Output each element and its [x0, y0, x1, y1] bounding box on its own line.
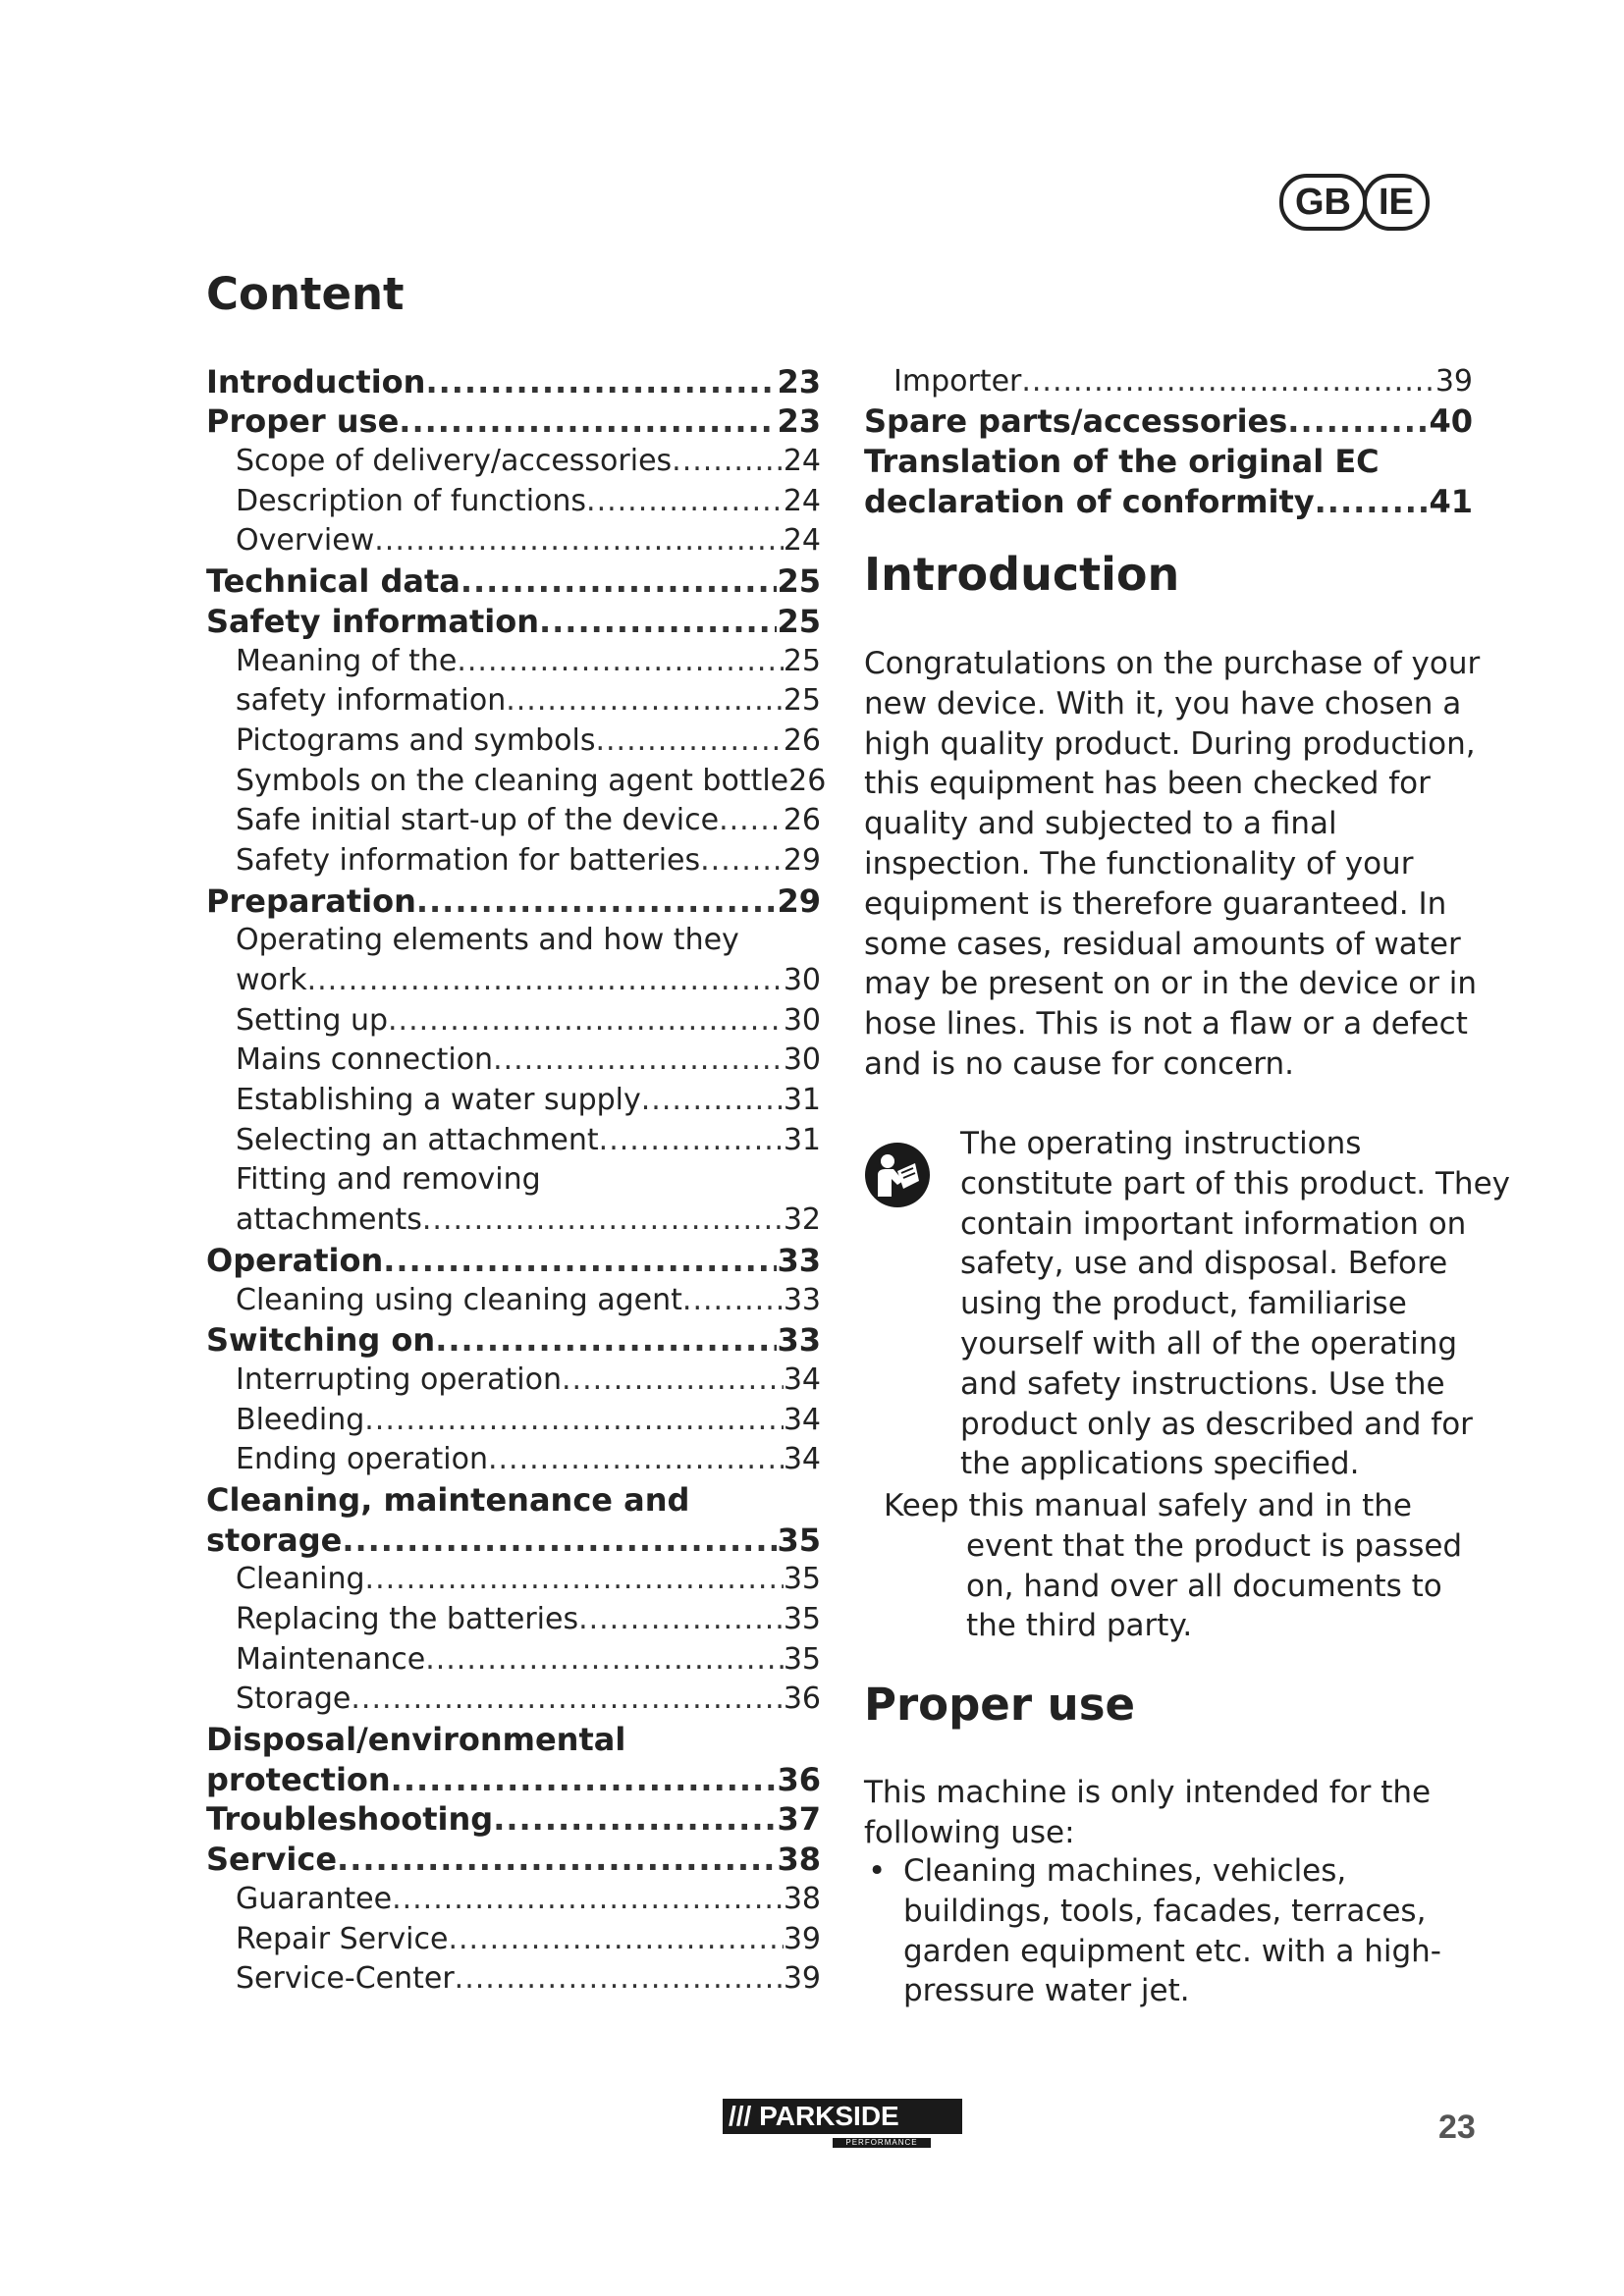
- toc-page: 26: [783, 803, 821, 838]
- toc-leader: [488, 1440, 784, 1479]
- toc-label: Cleaning using cleaning agent: [236, 1282, 682, 1317]
- introduction-text: Congratulations on the purchase of your new device. With it, you have chosen a high quality product. During production, this equipment has been checked for quality and subjected to a final inspection. The functionality of your equipment is therefore guaranteed. In some cases, residual amounts of water may be present on or in the device or in hose lines. This is not a flaw or a defect and is no cause for concern.: [864, 646, 1481, 1082]
- toc-leader: [539, 602, 778, 641]
- keep-first: Keep this manual safely and in the: [884, 1488, 1412, 1523]
- toc-leader: [425, 362, 777, 401]
- toc-page: 29: [783, 842, 821, 878]
- toc-page: 35: [783, 1562, 821, 1597]
- toc-leader: [1315, 482, 1430, 521]
- bullet-text: Cleaning machines, vehicles, buildings, tools, facades, terraces, garden equipment etc. with a high-pressure water jet.: [903, 1853, 1441, 2009]
- toc-label: Ending operation: [236, 1442, 488, 1477]
- toc-page: 33: [783, 1282, 821, 1317]
- toc-label: Introduction: [206, 362, 426, 400]
- toc-label: Pictograms and symbols: [236, 722, 596, 758]
- toc-entry: [206, 401, 821, 442]
- toc-page: 30: [783, 1042, 821, 1078]
- toc-label: Selecting an attachment: [236, 1122, 599, 1157]
- toc-page: 24: [783, 444, 821, 479]
- toc-label: Preparation: [206, 881, 416, 920]
- toc-leader: [493, 1799, 777, 1839]
- toc-label: declaration of conformity: [864, 482, 1315, 520]
- toc-leader: [506, 681, 784, 721]
- toc-entry: [206, 521, 821, 561]
- toc-label: Guarantee: [236, 1881, 393, 1916]
- toc-entry: [206, 1839, 821, 1879]
- toc-leader: [719, 801, 784, 840]
- toc-label: Proper use: [206, 402, 400, 441]
- toc-entry: [206, 801, 821, 841]
- toc-leader: [399, 401, 777, 441]
- toc-label: Service: [206, 1841, 338, 1879]
- toc-page: 32: [783, 1202, 821, 1238]
- logo-main: [723, 2099, 962, 2134]
- toc-entry: [206, 1560, 821, 1600]
- toc-entry: [206, 921, 821, 961]
- toc-label: Operation: [206, 1241, 384, 1279]
- toc-leader: [337, 1840, 777, 1879]
- toc-entry: [206, 681, 821, 721]
- toc-page: 35: [783, 1602, 821, 1636]
- table-of-contents-left: [206, 361, 827, 1999]
- toc-entry: [206, 1120, 821, 1160]
- toc-leader: [700, 841, 784, 881]
- toc-entry: [206, 1240, 821, 1280]
- proper-use-text: This machine is only intended for the following use:: [864, 1775, 1432, 1850]
- toc-page: 39: [783, 1961, 821, 1997]
- toc-entry: [206, 481, 821, 521]
- toc-page: 37: [777, 1800, 821, 1839]
- toc-entry: [206, 1479, 821, 1520]
- toc-entry: [206, 1400, 821, 1440]
- toc-leader: [388, 1001, 784, 1041]
- toc-label: protection: [206, 1760, 391, 1798]
- toc-label: Symbols on the cleaning agent bottle: [236, 763, 789, 798]
- toc-entry: [206, 361, 821, 401]
- toc-leader: [1287, 401, 1429, 441]
- info-text: The operating instructions constitute part of this product. They contain important information on safety, use and disposal. Before using the product, familiarise yourself with all of the operating and safety instructions. Use the product only as described and for the applications specified.: [960, 1126, 1510, 1482]
- toc-label: Interrupting operation: [236, 1362, 563, 1397]
- toc-entry: [206, 561, 821, 601]
- toc-leader: [364, 1401, 784, 1440]
- badge-ie: IE: [1363, 174, 1430, 231]
- toc-leader: [682, 1281, 784, 1320]
- toc-leader: [435, 1320, 777, 1360]
- toc-entry: [206, 1680, 821, 1720]
- toc-page: 34: [783, 1442, 821, 1477]
- proper-use-bullet: [868, 1851, 1487, 2011]
- toc-label: Importer: [893, 363, 1022, 399]
- toc-leader: [672, 442, 784, 481]
- toc-label: Technical data: [206, 562, 460, 601]
- toc-leader: [460, 561, 778, 601]
- toc-entry: [206, 1360, 821, 1400]
- toc-entry: [206, 1759, 821, 1799]
- toc-entry: [206, 960, 821, 1000]
- toc-label: Safe initial start-up of the device: [236, 803, 720, 838]
- toc-leader: [383, 1241, 777, 1280]
- toc-label: Meaning of the: [236, 643, 458, 678]
- toc-entry: [206, 1080, 821, 1120]
- keep-rest: event that the product is passed on, hand over all documents to the third party.: [966, 1527, 1463, 1644]
- toc-entry: [864, 481, 1473, 521]
- toc-entry: [206, 1440, 821, 1480]
- toc-label: Safety information: [206, 602, 539, 640]
- toc-entry: [206, 881, 821, 921]
- toc-leader: [455, 1959, 784, 1999]
- toc-page: 33: [777, 1241, 821, 1279]
- content-heading: Content: [206, 268, 405, 320]
- toc-entry: [206, 1599, 821, 1639]
- toc-page: 26: [788, 763, 827, 798]
- toc-leader: [578, 1600, 784, 1639]
- toc-leader: [391, 1760, 778, 1799]
- toc-leader: [457, 642, 783, 681]
- toc-page: 34: [783, 1402, 821, 1437]
- toc-leader: [586, 482, 784, 521]
- toc-page: 41: [1429, 482, 1473, 520]
- toc-entry: [206, 1200, 821, 1240]
- toc-entry: [864, 361, 1473, 401]
- toc-entry: [206, 1919, 821, 1959]
- toc-leader: [448, 1920, 783, 1959]
- toc-page: 25: [783, 643, 821, 678]
- toc-leader: [641, 1081, 784, 1120]
- toc-page: 23: [777, 402, 821, 441]
- toc-label: Maintenance: [236, 1641, 426, 1677]
- toc-label: Service-Center: [236, 1961, 455, 1997]
- toc-page: 33: [777, 1321, 821, 1360]
- toc-entry: [206, 721, 821, 761]
- toc-entry: [206, 761, 827, 801]
- table-of-contents-right: [864, 361, 1473, 521]
- toc-label: Spare parts/accessories: [864, 402, 1288, 441]
- toc-label: Operating elements and how they: [236, 923, 739, 958]
- toc-entry: [206, 1280, 821, 1320]
- toc-leader: [599, 1121, 784, 1160]
- toc-leader: [307, 961, 784, 1000]
- toc-leader: [493, 1041, 784, 1080]
- toc-label: safety information: [236, 683, 507, 719]
- toc-page: 39: [783, 1921, 821, 1956]
- toc-leader: [425, 1640, 784, 1680]
- toc-leader: [342, 1521, 777, 1560]
- toc-entry: [206, 641, 821, 681]
- toc-page: 25: [777, 562, 821, 601]
- toc-label: Troubleshooting: [206, 1800, 494, 1839]
- toc-page: 38: [777, 1841, 821, 1879]
- toc-label: Bleeding: [236, 1402, 365, 1437]
- logo-text: PARKSIDE: [759, 2101, 899, 2131]
- toc-page: 38: [783, 1881, 821, 1916]
- toc-label: Repair Service: [236, 1921, 449, 1956]
- toc-entry: [206, 1879, 821, 1919]
- toc-label: work: [236, 963, 307, 997]
- toc-entry: [864, 441, 1473, 481]
- toc-page: 25: [777, 602, 821, 640]
- language-badges: [1279, 174, 1430, 231]
- toc-page: 40: [1429, 402, 1473, 441]
- toc-leader: [422, 1201, 784, 1240]
- toc-label: Fitting and removing: [236, 1162, 541, 1198]
- toc-label: Establishing a water supply: [236, 1083, 641, 1118]
- logo-sub: PERFORMANCE: [833, 2138, 931, 2148]
- toc-page: 31: [783, 1122, 821, 1157]
- toc-entry: [206, 1320, 821, 1361]
- toc-label: Storage: [236, 1682, 352, 1717]
- proper-use-heading: Proper use: [864, 1679, 1136, 1731]
- toc-page: 24: [783, 483, 821, 518]
- toc-leader: [595, 721, 783, 761]
- page-number: 23: [1438, 2109, 1476, 2146]
- toc-page: 26: [783, 722, 821, 758]
- toc-page: 35: [783, 1641, 821, 1677]
- toc-entry: [206, 1520, 821, 1560]
- toc-leader: [365, 1560, 784, 1599]
- toc-page: 23: [777, 362, 821, 400]
- toc-page: 36: [777, 1760, 821, 1798]
- toc-entry: [206, 840, 821, 881]
- toc-page: 25: [783, 683, 821, 719]
- badge-gb: GB: [1279, 174, 1367, 231]
- toc-page: 29: [777, 881, 821, 920]
- toc-page: 24: [783, 523, 821, 559]
- toc-label: Cleaning: [236, 1562, 365, 1597]
- logo-slashes: ///: [729, 2101, 752, 2131]
- toc-leader: [351, 1680, 783, 1719]
- toc-label: Cleaning, maintenance and: [206, 1480, 690, 1519]
- toc-label: Setting up: [236, 1002, 389, 1038]
- toc-entry: [206, 1959, 821, 2000]
- toc-page: 36: [783, 1682, 821, 1717]
- toc-page: 31: [783, 1083, 821, 1118]
- toc-label: Translation of the original EC: [864, 443, 1380, 481]
- toc-entry: [206, 1799, 821, 1840]
- toc-entry: [206, 1719, 821, 1759]
- toc-entry: [206, 601, 821, 641]
- toc-leader: [374, 521, 784, 561]
- toc-page: 39: [1435, 363, 1473, 399]
- keep-manual-text: [884, 1486, 1492, 1646]
- toc-entry: [206, 1041, 821, 1081]
- toc-label: Overview: [236, 523, 375, 559]
- toc-leader: [1021, 362, 1435, 401]
- toc-page: 35: [777, 1521, 821, 1559]
- toc-entry: [206, 1639, 821, 1680]
- read-manual-icon: [864, 1142, 931, 1208]
- bullet-icon: •: [868, 1853, 887, 1889]
- toc-page: 34: [783, 1362, 821, 1397]
- introduction-heading: Introduction: [864, 548, 1180, 601]
- toc-label: Replacing the batteries: [236, 1602, 579, 1636]
- toc-leader: [392, 1880, 784, 1919]
- parkside-logo: [723, 2099, 962, 2158]
- toc-label: attachments: [236, 1202, 422, 1238]
- toc-page: 30: [783, 1002, 821, 1038]
- toc-entry: [206, 1160, 821, 1201]
- toc-label: Disposal/environmental: [206, 1721, 626, 1759]
- toc-label: Mains connection: [236, 1042, 494, 1078]
- toc-leader: [562, 1361, 784, 1400]
- toc-page: 30: [783, 963, 821, 997]
- toc-label: Switching on: [206, 1321, 436, 1360]
- toc-entry: [864, 401, 1473, 442]
- toc-entry: [206, 441, 821, 481]
- toc-leader: [416, 881, 778, 921]
- toc-label: Safety information for batteries: [236, 842, 701, 878]
- toc-label: Scope of delivery/accessories: [236, 444, 673, 479]
- toc-entry: [206, 1000, 821, 1041]
- toc-label: storage: [206, 1521, 343, 1559]
- toc-label: Description of functions: [236, 483, 587, 518]
